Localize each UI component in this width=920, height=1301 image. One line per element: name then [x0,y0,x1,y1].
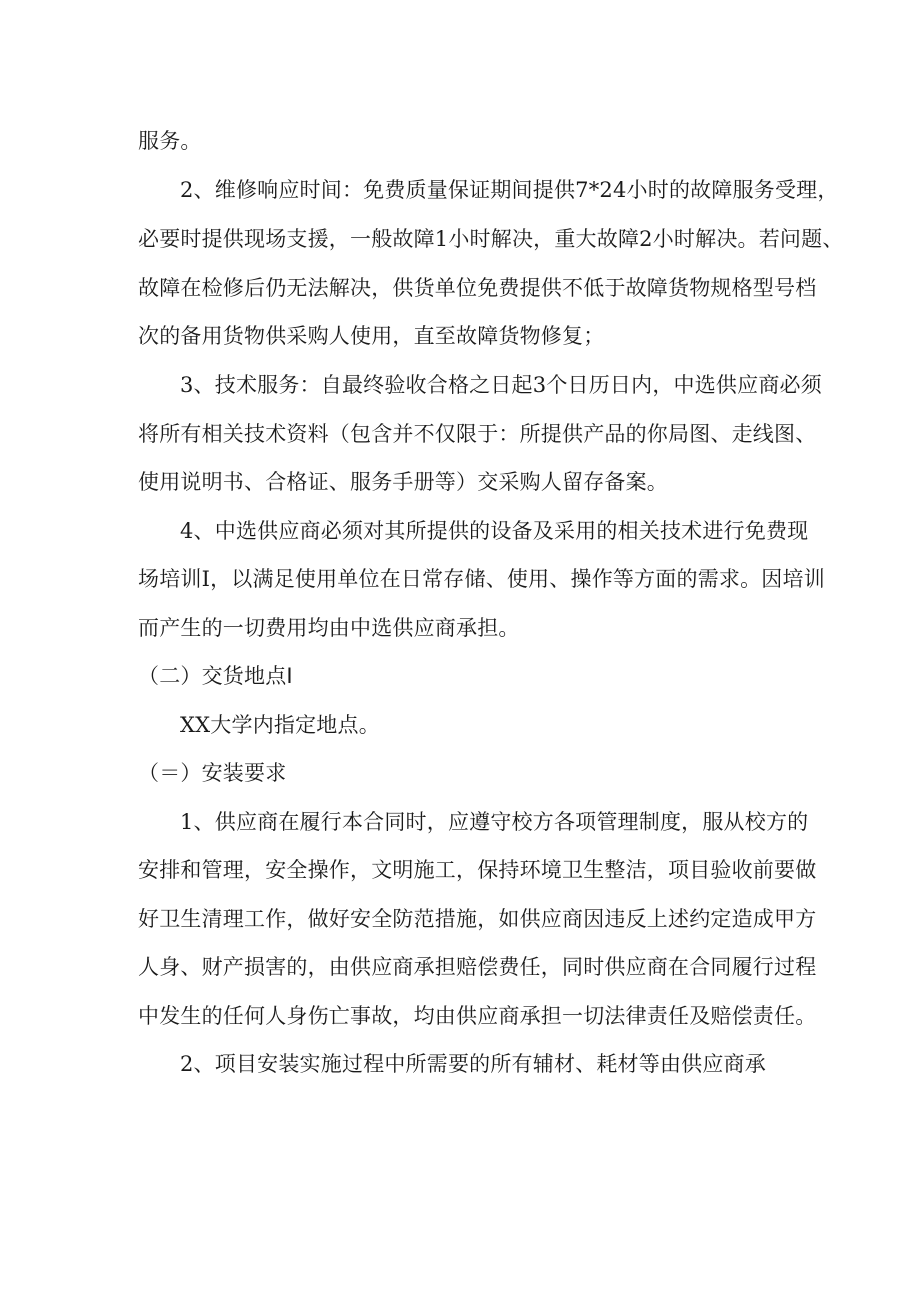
paragraph-line: 必要时提供现场支援，一般故障1小时解决，重大故障2小时解决。若问题、 [138,227,844,251]
paragraph-line: 安排和管理，安全操作，文明施工，保持环境卫生整洁，项目验收前要做 [138,858,817,882]
paragraph-line: 2、项目安装实施过程中所需要的所有辅材、耗材等由供应商承 [180,1052,766,1076]
paragraph-line: 次的备用货物供采购人使用，直至故障货物修复； [138,324,605,348]
paragraph-line: 故障在检修后仍无法解决，供货单位免费提供不低于故障货物规格型号档 [138,276,817,300]
paragraph-line: 而产生的一切费用均由中选供应商承担。 [138,616,520,640]
paragraph-line: 服务。 [138,129,202,153]
paragraph-line: 3、技术服务：自最终验收合格之日起3个日历日内，中选供应商必须 [180,373,822,397]
paragraph-line: 中发生的任何人身伤亡事故，均由供应商承担一切法律责任及赔偿责任。 [138,1004,817,1028]
paragraph-line: 将所有相关技术资料（包含并不仅限于：所提供产品的你局图、走线图、 [138,422,817,446]
section-heading: （＝）安装要求 [138,761,287,785]
paragraph-line: XX大学内指定地点。 [180,713,380,737]
section-heading: （二）交货地点I [138,664,293,688]
paragraph-line: 4、中选供应商必须对其所提供的设备及采用的相关技术进行免费现 [180,519,809,543]
paragraph-line: 1、供应商在履行本合同时，应遵守校方各项管理制度，服从校方的 [180,810,809,834]
paragraph-line: 好卫生清理工作，做好安全防范措施，如供应商因违反上述约定造成甲方 [138,907,817,931]
paragraph-line: 人身、财产损害的，由供应商承担赔偿费任，同时供应商在合同履行过程 [138,955,817,979]
paragraph-line: 场培训I，以满足使用单位在日常存储、使用、操作等方面的需求。因培训 [138,567,825,591]
paragraph-line: 2、维修响应时间：免费质量保证期间提供7*24小时的故障服务受理， [180,178,839,202]
paragraph-line: 使用说明书、合格证、服务手册等）交采购人留存备案。 [138,470,668,494]
